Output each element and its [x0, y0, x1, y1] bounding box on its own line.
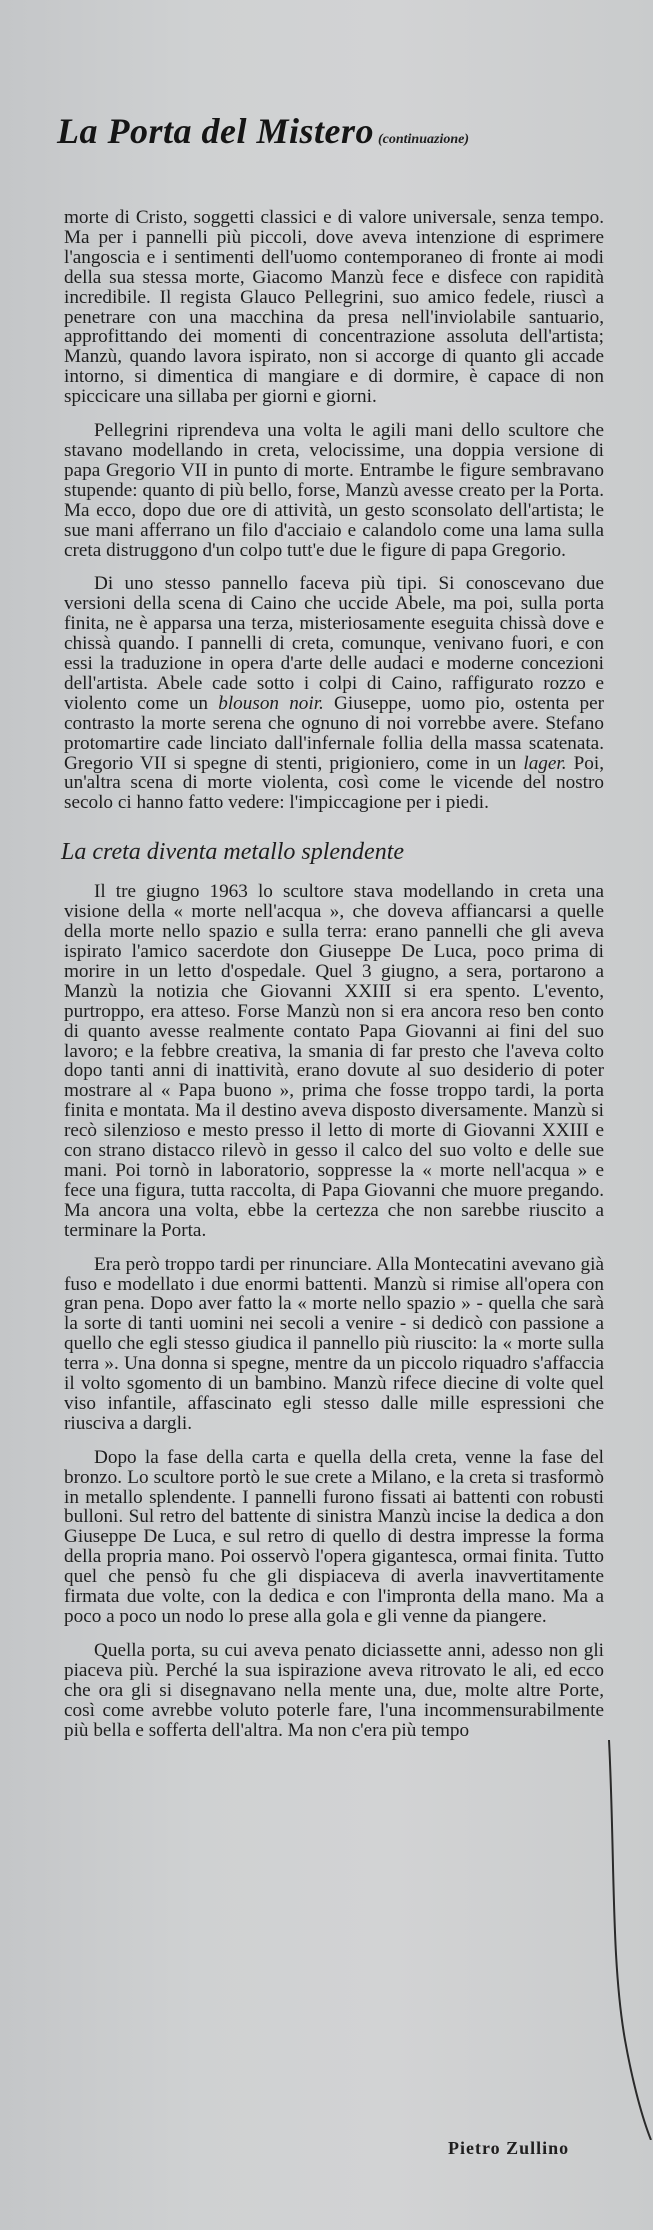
page-subtitle: (continuazione)	[377, 132, 469, 147]
paragraph: morte di Cristo, soggetti classici e di valore universale, senza tempo. Ma per i pannelli più piccoli, dove aveva intenzione di esprimere l'angoscia e i sentimenti dell'uomo contemporaneo di fronte ai modi della sua stessa morte, Giacomo Manzù fece e disfece con rapidità incredibile. Il regista Glauco Pellegrini, suo amico fedele, riuscì a penetrare con una macchina da presa nell'inviolabile santuario, approfittando dei momenti di concentrazione assoluta dell'artista; Manzù, quando lavora ispirato, non si accorge di quanto gli accade intorno, si dimentica di mangiare e di dormire, è capace di non spiccicare una sillaba per giorni e giorni.	[64, 207, 604, 408]
paragraph: Pellegrini riprendeva una volta le agili mani dello scultore che stavano modellando in creta, velocissime, una doppia versione di papa Gregorio VII in punto di morte. Entrambe le figure sembravano stupende: quanto di più bello, forse, Manzù avesse creato per la Porta. Ma ecco, dopo due ore di attività, un gesto sconsolato dell'artista; le sue mani afferrano un filo d'acciaio e calandolo come una lama sulla creta distruggono d'un colpo tutt'e due le figure di papa Gregorio.	[64, 420, 604, 561]
paragraph	[64, 574, 604, 813]
italic-term-blouson-noir: blouson noir.	[218, 692, 324, 714]
page-title: La Porta del Mistero	[57, 111, 374, 151]
italic-term-lager: lager.	[523, 752, 567, 774]
paragraph-text: Di uno stesso pannello faceva più tipi. Si conoscevano due versioni della scena di Caino che uccide Abele, ma poi, sulla porta finita, ne è apparsa una terza, misteriosamente eseguita chissà dove e chissà quando. I pannelli di creta, comunque, venivano fuori, e con essi la traduzione in opera d'arte delle audaci e moderne concezioni dell'artista. Abele cade sotto i colpi di Caino, raffigurato rozzo e violento come un	[64, 573, 604, 714]
page-edge-decoration	[605, 1740, 653, 2140]
article-header	[57, 110, 617, 170]
paragraph: Il tre giugno 1963 lo scultore stava modellando in creta una visione della « morte nell'acqua », che doveva affiancarsi a quelle della morte nello spazio e sulla terra: erano pannelli che gli aveva ispirato l'amico sacerdote don Giuseppe De Luca, poco prima di morire in un letto d'ospedale. Quel 3 giugno, a sera, portarono a Manzù la notizia che Giovanni XXIII si era spento. L'evento, purtroppo, era atteso. Forse Manzù non si era ancora reso ben conto di quanto avesse realmente contato Papa Giovanni ai fini del suo lavoro; e la febbre creativa, la smania di far presto che l'aveva colto dopo tanti anni di inattività, erano dovute al suo desiderio di poter mostrare al « Papa buono », prima che fosse troppo tardi, la porta finita e montata. Ma il destino aveva disposto diversamente. Manzù si recò silenzioso e mesto presso il letto di morte di Giovanni XXIII e con strano distacco rilevò in gesso il calco del suo volto e delle sue mani. Poi tornò in laboratorio, soppresse la « morte nell'acqua » e fece una figura, tutta raccolta, di Papa Giovanni che muore pregando. Ma ancora una volta, ebbe la certezza che non sarebbe riuscito a terminare la Porta.	[64, 881, 604, 1241]
author-signature: Pietro Zullino	[448, 2138, 570, 2158]
paragraph: Dopo la fase della carta e quella della creta, venne la fase del bronzo. Lo scultore portò le sue crete a Milano, e la creta si trasformò in metallo splendente. I pannelli furono fissati ai battenti con robusti bulloni. Sul retro del battente di sinistra Manzù incise la dedica a don Giuseppe De Luca, e sul retro di quello di destra impresse la forma della propria mano. Poi osservò l'opera gigantesca, ormai finita. Tutto quel che pensò fu che gli dispiaceva di averla inavvertitamente firmata due volte, con la dedica e con l'impronta della mano. Ma a poco a poco un nodo lo prese alla gola e gli venne da piangere.	[64, 1446, 604, 1627]
paragraph: Quella porta, su cui aveva penato diciassette anni, adesso non gli piaceva più. Perché la sua ispirazione aveva ritrovato le ali, ed ecco che ora gli si disegnavano nella mente una, due, molte altre Porte, così come avrebbe voluto poterle fare, l'una incommensurabilmente più bella e sofferta dell'altra. Ma non c'era più tempo	[64, 1639, 604, 1741]
paragraph-text: Giuseppe, uomo pio, ostenta per contrasto la morte serena che ognuno di noi vorrebbe avere. Stefano protomartire cade linciato dall'infernale follia della massa scatenata. Gregorio VII si spegne di stenti, prigioniero, come in un	[64, 692, 605, 774]
article-body	[61, 207, 605, 1754]
section-heading: La creta diventa metallo splendente	[61, 839, 405, 866]
paragraph-text: Poi, un'altra scena di morte violenta, così come le vicende del nostro secolo ci hanno fatto vedere: l'impiccagione per i piedi.	[64, 752, 604, 814]
paragraph: Era però troppo tardi per rinunciare. Alla Montecatini avevano già fuso e modellato i due enormi battenti. Manzù si rimise all'opera con gran pena. Dopo aver fatto la « morte nello spazio » - quella che sarà la sorte di tanti uomini nei secoli a venire - si dedicò con passione a quello che egli stesso giudica il pannello più riuscito: la « morte sulla terra ». Una donna si spegne, mentre da un piccolo riquadro s'affaccia il volto sgomento di un bambino. Manzù rifece diecine di volte quel viso infantile, affascinato egli stesso dalle mille espressioni che riusciva a dargli.	[64, 1253, 604, 1434]
